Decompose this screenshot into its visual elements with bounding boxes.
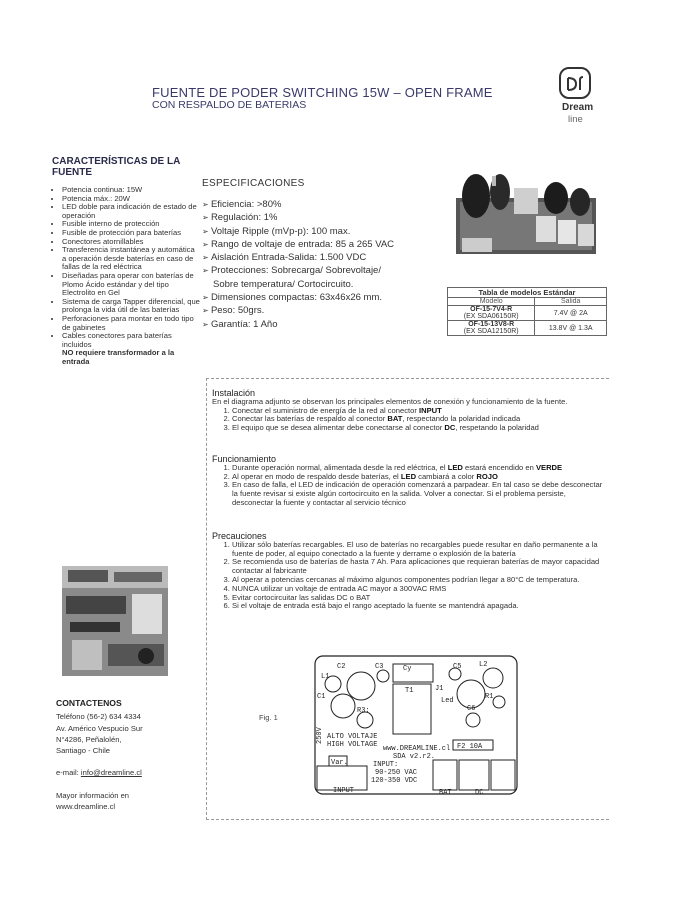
- list-item: 4. NUNCA utilizar un voltaje de entrada AC mayor a 300VAC RMS: [232, 585, 607, 594]
- label-vac: 90-250 VAC: [375, 769, 418, 777]
- contact-title: CONTACTENOS: [56, 698, 122, 708]
- contact-address-line: N°4286, Peñalolén,: [56, 734, 122, 744]
- model-name: OF-15-7V4-R: [470, 306, 513, 313]
- spec-item: ➢ Regulación: 1%: [202, 211, 442, 224]
- list-item: 1. Conectar el suministro de energía de la red al conector INPUT: [232, 407, 607, 416]
- spec-item-continued: Sobre temperatura/ Cortocircuito.: [213, 278, 354, 290]
- list-item: • Potencia máx.: 20W: [62, 195, 200, 204]
- spec-item: ➢ Protecciones: Sobrecarga/ Sobrevoltaje/: [202, 264, 442, 277]
- label-c5: C5: [453, 663, 462, 671]
- label-250v: 250V: [316, 727, 324, 744]
- logo-text: Dream: [562, 102, 594, 113]
- label-j1: J1: [435, 685, 444, 693]
- list-item: • Conectores atornillables: [62, 238, 200, 247]
- label-var: Var.: [331, 759, 348, 767]
- contact-address-line: Av. Américo Vespucio Sur: [56, 723, 143, 733]
- model-output: 13.8V @ 1.3A: [535, 321, 607, 336]
- label-input-range: INPUT:: [373, 761, 399, 769]
- label-high-voltage: HIGH VOLTAGE: [327, 741, 378, 749]
- label-c2: C2: [337, 663, 346, 671]
- specs-title: ESPECIFICACIONES: [202, 178, 305, 189]
- label-dc: DC: [475, 789, 484, 796]
- spec-item: ➢ Peso: 50grs.: [202, 304, 442, 317]
- features-list: [52, 186, 200, 366]
- spec-item: ➢ Garantía: 1 Año: [202, 318, 442, 331]
- page-subtitle: CON RESPALDO DE BATERIAS: [152, 99, 307, 111]
- label-vdc: 120-350 VDC: [371, 777, 418, 785]
- model-ex: (EX SDA12150R): [463, 328, 519, 335]
- list-item: 1. Utilizar sólo baterías recargables. El uso de baterías no recargables puede resultar en daño permanente a la fuente de poder, al equipo conectado a la fuente y derrame o explosión de la batería: [232, 541, 607, 559]
- label-sda: SDA v2.r2.: [393, 753, 436, 761]
- page-title: FUENTE DE PODER SWITCHING 15W – OPEN FRAME: [152, 85, 493, 100]
- features-title: CARACTERÍSTICAS DE LA FUENTE: [52, 156, 180, 178]
- logo-subtext: line: [568, 114, 583, 125]
- list-item: 3. El equipo que se desea alimentar debe conectarse al conector DC, respetando la polaridad: [232, 424, 607, 433]
- operation-title: Funcionamiento: [212, 454, 277, 464]
- list-item: • Sistema de carga Tapper diferencial, que prolonga la vida útil de las baterías: [62, 298, 200, 315]
- product-photo: [448, 168, 600, 260]
- list-item: • Diseñadas para operar con baterías de Plomo Ácido estándar y del tipo Electrolito en Gel: [62, 272, 200, 298]
- installation-section: [212, 389, 607, 433]
- specs-list: [202, 198, 442, 331]
- label-bat: BAT: [439, 789, 452, 796]
- table-caption: Tabla de modelos Estándar: [448, 288, 607, 298]
- label-fuse: F2 10A: [457, 743, 483, 751]
- contact-phone: Teléfono (56-2) 634 4334: [56, 712, 141, 722]
- list-item: 2. Al operar en modo de respaldo desde baterías, el LED cambiará a color ROJO: [232, 473, 607, 482]
- label-r3: R3:: [357, 707, 370, 715]
- label-l1: L1: [321, 673, 330, 681]
- label-l2: L2: [479, 661, 488, 669]
- label-alto-voltaje: ALTO VOLTAJE: [327, 733, 378, 741]
- model-name: OF-15-13V8-R: [468, 321, 515, 328]
- installation-intro: En el diagrama adjunto se observan los principales elementos de conexión y funcionamiento de la fuente.: [212, 396, 568, 406]
- spec-item: ➢ Eficiencia: >80%: [202, 198, 442, 211]
- spec-item: ➢ Dimensiones compactas: 63x46x26 mm.: [202, 291, 442, 304]
- list-item: • Transferencia instantánea y automática a operación desde baterías en caso de fallas de la red eléctrica: [62, 246, 200, 272]
- precautions-title: Precauciones: [212, 531, 267, 541]
- table-row: [448, 306, 607, 321]
- list-item: 1. Durante operación normal, alimentada desde la red eléctrica, el LED estará encendido en VERDE: [232, 464, 607, 473]
- label-input: INPUT: [333, 787, 355, 795]
- circuit-board-photo: [62, 566, 168, 676]
- list-item: • Fusible de protección para baterías: [62, 229, 200, 238]
- model-output: 7.4V @ 2A: [535, 306, 607, 321]
- website-link[interactable]: www.dreamline.cl: [56, 802, 116, 812]
- list-item: 6. Si el voltaje de entrada está bajo el rango aceptado la fuente se mantendrá apagada.: [232, 602, 607, 611]
- label-t1: T1: [405, 687, 414, 695]
- label-r1: R1: [485, 693, 494, 701]
- list-item: 3. En caso de falla, el LED de indicación de operación comenzará a parpadear. En tal caso se debe desconectar la fuente revisar si existe algún cortocircuito en la salida. Volver a conectar. Si el problema persiste, desconectar la fuente y contactar al servicio técnico: [232, 481, 607, 507]
- pcb-diagram: [313, 654, 519, 796]
- list-item: 5. Evitar cortocircuitar las salidas DC o BAT: [232, 594, 607, 603]
- column-header-model: Modelo: [448, 298, 535, 306]
- installation-title: Instalación: [212, 388, 256, 398]
- contact-block: [56, 698, 178, 812]
- list-item: 2. Se recomienda uso de baterías de hasta 7 Ah. Para aplicaciones que requieran baterías de mayor capacidad contactar al fabricante: [232, 558, 607, 576]
- label-led: Led: [441, 697, 454, 705]
- label-c6: C6: [467, 705, 476, 713]
- label-url: www.DREAMLINE.cl: [383, 745, 451, 753]
- models-table: [447, 287, 607, 336]
- spec-item: ➢ Aislación Entrada-Salida: 1.500 VDC: [202, 251, 442, 264]
- list-item: • Potencia continua: 15W: [62, 186, 200, 195]
- features-note: NO requiere transformador a la entrada: [62, 348, 175, 366]
- contact-address-line: Santiago - Chile: [56, 746, 111, 756]
- list-item: • LED doble para indicación de estado de operación: [62, 203, 200, 220]
- label-cy: Cy: [403, 665, 412, 673]
- spec-item: ➢ Voltaje Ripple (mVp-p): 100 max.: [202, 225, 442, 238]
- list-item: 3. Al operar a potencias cercanas al máximo algunos componentes podrían llegar a 80°C de temperatura.: [232, 576, 607, 585]
- contact-email-row: e-mail: info@dreamline.cl: [56, 768, 142, 778]
- list-item: • Fusible interno de protección: [62, 220, 200, 229]
- email-link[interactable]: info@dreamline.cl: [80, 768, 142, 778]
- label-c1: C1: [317, 693, 326, 701]
- operation-section: [212, 455, 607, 508]
- model-ex: (EX SDA06150R): [463, 313, 519, 320]
- list-item: • Cables conectores para baterías incluidos: [62, 332, 200, 349]
- precautions-section: [212, 532, 607, 611]
- list-item: 2. Conectar las baterías de respaldo al conector BAT, respectando la polaridad indicada: [232, 415, 607, 424]
- figure-label: Fig. 1: [259, 713, 278, 722]
- contact-more: Mayor información en: [56, 790, 130, 800]
- spec-item: ➢ Rango de voltaje de entrada: 85 a 265 VAC: [202, 238, 442, 251]
- table-row: [448, 321, 607, 336]
- list-item: • Perforaciones para montar en todo tipo de gabinetes: [62, 315, 200, 332]
- dreamline-logo-icon: [556, 64, 596, 104]
- column-header-output: Salida: [535, 298, 607, 306]
- label-c3: C3: [375, 663, 384, 671]
